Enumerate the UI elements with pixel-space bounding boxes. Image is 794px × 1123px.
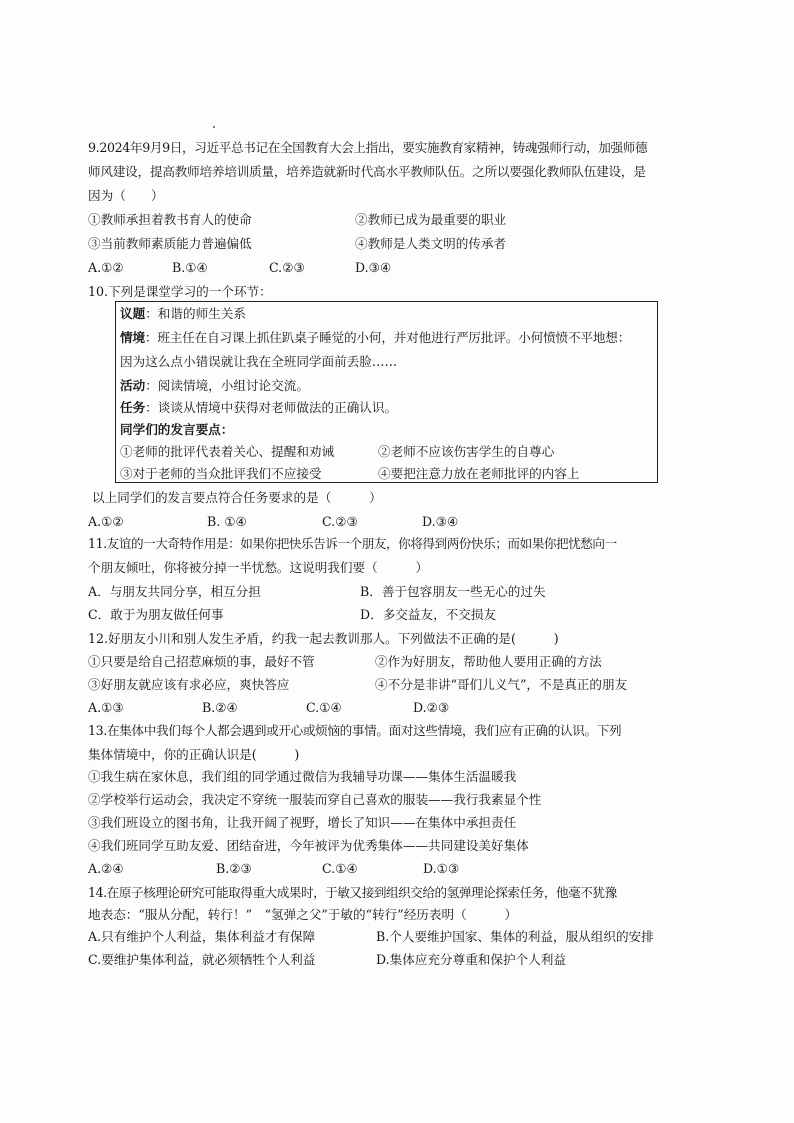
q10-topic-text: ：和谐的师生关系 [145, 306, 246, 321]
q13-statement-3: ③我们班设立的图书角，让我开阔了视野，增长了知识——在集体中承担责任 [88, 815, 517, 830]
q10-stem: 10.下列是课堂学习的一个环节： [88, 284, 272, 299]
q10-topic [120, 306, 246, 322]
q9-option-d[interactable]: D.③④ [355, 260, 392, 275]
q14-option-b[interactable]: B.个人要维护国家、集体的利益，服从组织的安排 [376, 929, 654, 944]
q13-stem-line-2: 集体情境中，你的正确认识是( ) [88, 747, 300, 762]
q9-stem-line-1: 9.2024年9月9日，习近平总书记在全国教育大会上指出，要实施教育家精神，铸魂强师行动，加强师德 [88, 140, 648, 155]
q12-statement-4: ④不分是非讲“哥们儿义气”，不是真正的朋友 [375, 677, 628, 692]
q10-point-3: ③对于老师的当众批评我们不应接受 [120, 466, 322, 481]
q10-activity [120, 378, 309, 394]
q9-stem-line-2: 师风建设，提高教师培养培训质量，培养造就新时代高水平教师队伍。之所以要强化教师队伍建设，是 [88, 164, 646, 179]
q9-stem-line-3: 因为（ ） [88, 188, 164, 203]
q9-option-b[interactable]: B.①④ [172, 260, 208, 275]
q13-option-b[interactable]: B.②③ [216, 861, 252, 876]
q9-statement-4: ④教师是人类文明的传承者 [355, 236, 507, 251]
q9-statement-1: ①教师承担着教书育人的使命 [88, 212, 252, 227]
q10-point-2: ②老师不应该伤害学生的自尊心 [378, 444, 555, 459]
q12-option-d[interactable]: D.②③ [413, 700, 450, 715]
q10-points-label: 同学们的发言要点： [120, 422, 234, 437]
q14-option-c[interactable]: C.要维护集体利益，就必须牺牲个人利益 [88, 952, 316, 967]
q10-followup: 以上同学们的发言要点符合任务要求的是（ ） [92, 490, 382, 505]
q10-task-text: ：谈谈从情境中获得对老师做法的正确认识。 [145, 400, 398, 415]
q14-stem-line-2: 地表态：“服从分配，转行！” “氢弹之父”于敏的“转行”经历表明（ ） [88, 907, 518, 922]
q14-option-a[interactable]: A.只有维护个人利益，集体利益才有保障 [88, 929, 316, 944]
q9-statement-2: ②教师已成为最重要的职业 [355, 212, 507, 227]
q12-option-a[interactable]: A.①③ [88, 700, 124, 715]
q10-option-c[interactable]: C.②③ [322, 514, 358, 529]
q10-option-a[interactable]: A.①② [88, 514, 124, 529]
q13-option-c[interactable]: C.①④ [322, 861, 358, 876]
q10-activity-text: ：阅读情境，小组讨论交流。 [145, 378, 309, 393]
q10-scene-line-2: 因为这么点小错误就让我在全班同学面前丢脸…… [120, 354, 398, 369]
q13-statement-1: ①我生病在家休息，我们组的同学通过微信为我辅导功课——集体生活温暖我 [88, 769, 517, 784]
q13-option-d[interactable]: D.①③ [423, 861, 460, 876]
q12-stem: 12.好朋友小川和别人发生矛盾，约我一起去教训那人。下列做法不正确的是( ) [88, 631, 559, 646]
q9-option-a[interactable]: A.①② [88, 260, 124, 275]
q14-option-d[interactable]: D.集体应充分尊重和保护个人利益 [376, 952, 566, 967]
q11-option-c[interactable]: C．敢于为朋友做任何事 [88, 607, 224, 622]
q11-option-b[interactable]: B．善于包容朋友一些无心的过失 [360, 584, 546, 599]
q12-statement-3: ③好朋友就应该有求必应，爽快答应 [88, 677, 290, 692]
q11-option-d[interactable]: D．多交益友，不交损友 [360, 607, 497, 622]
q10-activity-label: 活动 [120, 378, 146, 393]
q9-statement-3: ③当前教师素质能力普遍偏低 [88, 236, 252, 251]
q11-stem-line-1: 11.友谊的一大奇特作用是：如果你把快乐告诉一个朋友，你将得到两份快乐；而如果你把忧愁向一 [88, 536, 617, 551]
q10-option-b[interactable]: B. ①④ [207, 514, 247, 529]
q10-point-1: ①老师的批评代表着关心、提醒和劝诫 [120, 444, 335, 459]
scan-speck [213, 126, 215, 128]
q11-option-a[interactable]: A．与朋友共同分享，相互分担 [88, 584, 261, 599]
q10-topic-label: 议题 [120, 306, 146, 321]
q10-scene-line-1 [120, 330, 630, 346]
q12-statement-2: ②作为好朋友，帮助他人要用正确的方法 [375, 654, 602, 669]
q10-scene-text-1: ：班主任在自习课上抓住趴桌子睡觉的小何，并对他进行严厉批评。小何愤愤不平地想： [144, 330, 631, 345]
q9-option-c[interactable]: C.②③ [269, 260, 305, 275]
q12-option-c[interactable]: C.①④ [306, 700, 342, 715]
q13-option-a[interactable]: A.②④ [88, 861, 124, 876]
q10-task [120, 400, 397, 416]
q13-statement-4: ④我们班同学互助友爱、团结奋进，今年被评为优秀集体——共同建设美好集体 [88, 838, 529, 853]
q11-stem-line-2: 个朋友倾吐，你将被分掉一半忧愁。这说明我们要（ ） [88, 560, 429, 575]
q10-task-label: 任务 [120, 400, 146, 415]
q12-statement-1: ①只要是给自己招惹麻烦的事，最好不管 [88, 654, 315, 669]
q13-statement-2: ②学校举行运动会，我决定不穿统一服装而穿自己喜欢的服装——我行我素显个性 [88, 792, 542, 807]
q10-option-d[interactable]: D.③④ [422, 514, 459, 529]
q14-stem-line-1: 14.在原子核理论研究可能取得重大成果时，于敏又接到组织交给的氢弹理论探索任务，他毫不犹豫 [88, 885, 617, 900]
q10-point-4: ④要把注意力放在老师批评的内容上 [378, 466, 580, 481]
q10-scene-label: 情境 [120, 330, 145, 345]
q12-option-b[interactable]: B.②④ [202, 700, 238, 715]
q13-stem-line-1: 13.在集体中我们每个人都会遇到或开心或烦恼的事情。面对这些情境，我们应有正确的认识。下列 [88, 723, 622, 738]
